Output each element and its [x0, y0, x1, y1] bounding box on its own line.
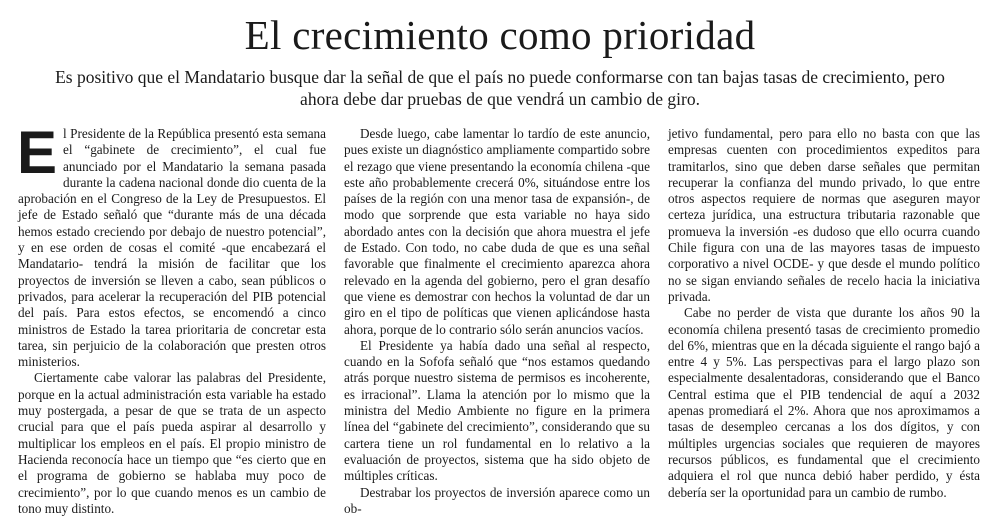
paragraph	[17, 119, 326, 370]
paragraph: Desde luego, cabe lamentar lo tardío de este anuncio, pues existe un diagnóstico ampliamente compartido sobre el rezago que viene presentando la economía chilena -que este año probablemente crecerá 0%, situándose entre los países de la región con una menor tasa de expansión-, de modo que sorprende que esta variable no haya sido abordado antes con la decisión que ahora muestra el jefe de Estado. Con todo, no cabe duda de que es una señal favorable que finalmente el crecimiento aparezca ahora relevado en la agenda del gobierno, pero el gran desafío que viene es demostrar con hechos la voluntad de dar un giro en el tipo de políticas que vienen aplicándose hasta ahora, porque de lo contrario sólo serán anuncios vacíos.	[344, 126, 650, 337]
paragraph: Ciertamente cabe valorar las palabras del Presidente, porque en la actual administración esta variable ha estado muy postergada, a pesar de que se trata de un aspecto crucial para que el país pueda aspirar al desarrollo y multiplicar los empleos en el país. El propio ministro de Hacienda reconocía hace un tiempo que “es cierto que en el programa de gobierno se hablaba muy poco de crecimiento”, por lo que cuando menos es un cambio de tono muy distinto.	[18, 370, 326, 516]
drop-cap: E	[17, 119, 58, 186]
column-2	[344, 126, 650, 516]
paragraph: Cabe no perder de vista que durante los años 90 la economía chilena presentó tasas de crecimiento promedio del 6%, mientras que en la década siguiente el rango bajó a entre 4 y 5%. Las perspectivas para el largo plazo son especialmente desalentadoras, considerando que el Banco Central estima que el PIB tendencial de aquí a 2032 apenas promediará el 2%. Ahora que nos aproximamos a tasas de desempleo cercanas a los dos dígitos, y con múltiples urgencias sociales que requieren de mayores recursos públicos, es fundamental que el crecimiento adquiera el rol que nunca debió haber perdido, y ésta debería ser la oportunidad para un cambio de rumbo.	[668, 305, 980, 500]
paragraph: jetivo fundamental, pero para ello no basta con que las empresas cuenten con procedimientos expeditos para tramitarlos, sino que deben darse señales que permitan recuperar la confianza del mundo privado, lo que entre otros aspectos requiere de normas que aseguren mayor certeza jurídica, una estructura tributaria razonable que promueva la inversión -es dudoso que ello ocurra cuando Chile figura con una de las mayores tasas de impuesto corporativo a nivel OCDE- y que desde el mundo político no se sigan enviando señales de recelo hacia la iniciativa privada.	[668, 126, 980, 304]
headline: El crecimiento como prioridad	[244, 12, 756, 58]
paragraph: El Presidente ya había dado una señal al respecto, cuando en la Sofofa señaló que “nos estamos quedando atrás porque nuestro sistema de permisos es incoherente, es irracional”. Llama la atención por lo mismo que la ministra del Medio Ambiente no figure en la primera línea del “gabinete del crecimiento”, considerando que su cartera tiene un rol fundamental en lo relativo a la evaluación de proyectos, sistema que ha sido objeto de múltiples críticas.	[344, 337, 650, 484]
column-3	[668, 126, 980, 500]
paragraph-text: l Presidente de la República presentó esta semana el “gabinete de crecimiento”, el cual fue anunciado por el Mandatario la semana pasada durante la cadena nacional donde dio cuenta de la aprobación en el Congreso de la Ley de Presupuestos. El jefe de Estado señaló que “durante más de una década hemos estado creciendo por debajo de nuestro potencial”, y en ese orden de cosas el comité -que encabezará el Mandatario- tendrá la misión de facilitar que los proyectos de inversión se lleven a cabo, sean públicos o privados, para acelerar la recuperación del PIB potencial del país. Para estos efectos, se encomendó a cinco ministros de Estado la tarea prioritaria de concretar esta tarea, sin perjuicio de la colaboración que presten otros ministerios.	[18, 126, 326, 370]
deck-subtitle: Es positivo que el Mandatario busque dar la señal de que el país no puede conformarse con tan bajas tasas de crecimiento, pero ahora debe dar pruebas de que vendrá un cambio de giro.	[55, 67, 945, 109]
paragraph: Destrabar los proyectos de inversión aparece como un ob-	[344, 484, 650, 516]
column-1	[17, 119, 326, 516]
